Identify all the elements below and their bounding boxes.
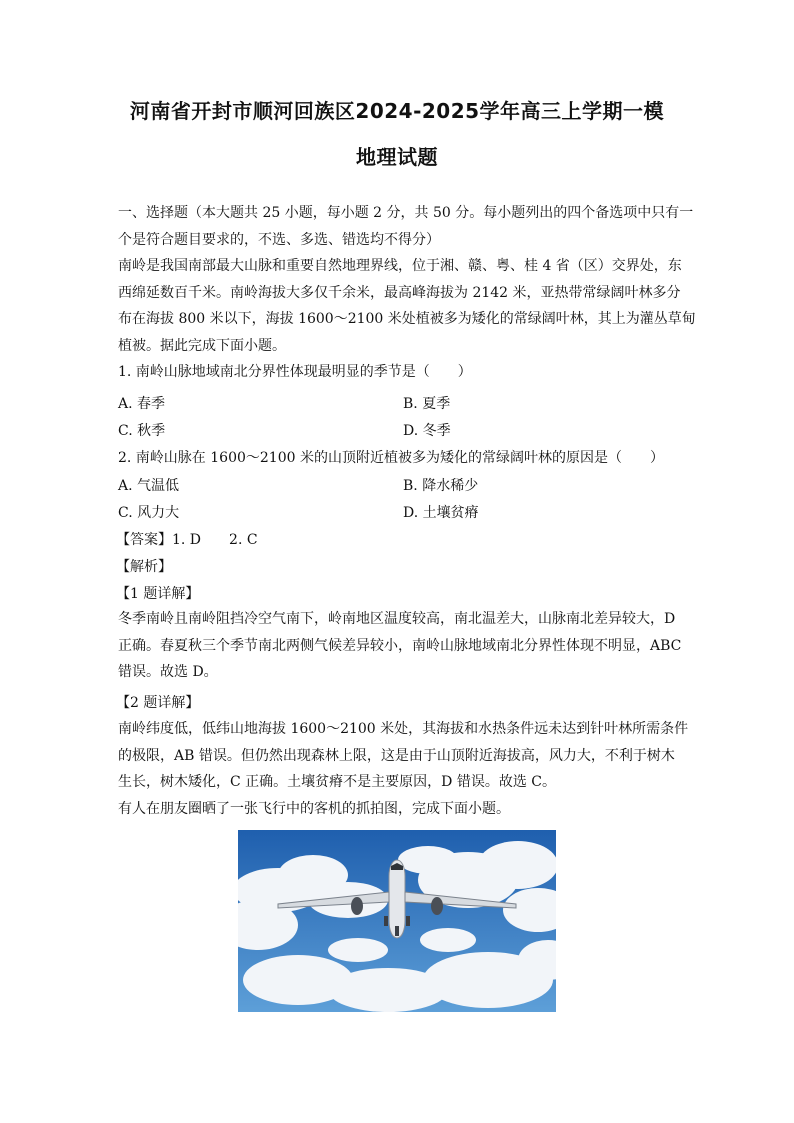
- q2-option-c: C. 风力大: [118, 505, 180, 521]
- q1-option-d: D. 冬季: [403, 423, 451, 439]
- text-line: 错误。故选 D。: [118, 664, 218, 680]
- doc-title-line1: 河南省开封市顺河回族区2024-2025学年高三上学期一模: [129, 99, 665, 123]
- text-line: 个是符合题目要求的，不选、多选、错选均不得分）: [118, 231, 440, 248]
- analysis-heading: 【解析】: [116, 559, 172, 575]
- q1-option-c: C. 秋季: [118, 423, 166, 439]
- detail1-body: [118, 606, 682, 686]
- text-line: 正确。春夏秋三个季节南北两侧气候差异较小，南岭山脉地域南北分界性体现不明显，ABC: [118, 637, 682, 654]
- answer-line: 【答案】1. D 2. C: [116, 532, 258, 548]
- section-intro: [118, 200, 696, 386]
- doc-title-line2: 地理试题: [356, 145, 438, 169]
- detail2-heading: 【2 题详解】: [116, 695, 200, 711]
- text-line: 布在海拔 800 米以下，海拔 1600～2100 米处植被多为矮化的常绿阔叶林，其上为灌丛草甸: [118, 311, 696, 327]
- question-stem: 2. 南岭山脉在 1600～2100 米的山顶附近植被多为矮化的常绿阔叶林的原因是（ ）: [118, 450, 664, 466]
- text-line: 一、选择题（本大题共 25 小题，每小题 2 分，共 50 分。每小题列出的四个备选项中只有一: [118, 205, 694, 221]
- text-line: 生长，树木矮化，C 正确。土壤贫瘠不是主要原因，D 错误。故选 C。: [118, 774, 556, 790]
- airplane-photo: [238, 830, 556, 1012]
- q2-option-a: A. 气温低: [118, 478, 180, 494]
- question-stem: 1. 南岭山脉地域南北分界性体现最明显的季节是（ ）: [118, 364, 472, 380]
- q2-option-b: B. 降水稀少: [403, 478, 479, 494]
- text-line: 植被。据此完成下面小题。: [118, 337, 286, 354]
- text-line: 南岭纬度低，低纬山地海拔 1600～2100 米处，其海拔和水热条件远未达到针叶林所需条件: [118, 721, 689, 737]
- text-line: 西绵延数百千米。南岭海拔大多仅千余米，最高峰海拔为 2142 米，亚热带常绿阔叶林多分: [118, 284, 681, 301]
- q2-option-d: D. 土壤贫瘠: [403, 505, 479, 521]
- text-line: 冬季南岭且南岭阻挡冷空气南下，岭南地区温度较高，南北温差大，山脉南北差异较大，D: [118, 611, 676, 627]
- detail1-heading: 【1 题详解】: [116, 586, 200, 602]
- detail2-body: [118, 716, 689, 822]
- q1-option-b: B. 夏季: [403, 396, 451, 412]
- text-line: 的极限，AB 错误。但仍然出现森林上限，这是由于山顶附近海拔高，风力大，不利于树木: [118, 747, 675, 764]
- airplane-sky-image: [238, 830, 556, 1012]
- q1-option-a: A. 春季: [118, 396, 166, 412]
- text-line: 有人在朋友圈晒了一张飞行中的客机的抓拍图，完成下面小题。: [118, 800, 510, 817]
- text-line: 南岭是我国南部最大山脉和重要自然地理界线，位于湘、赣、粤、桂 4 省（区）交界处，东: [118, 258, 682, 274]
